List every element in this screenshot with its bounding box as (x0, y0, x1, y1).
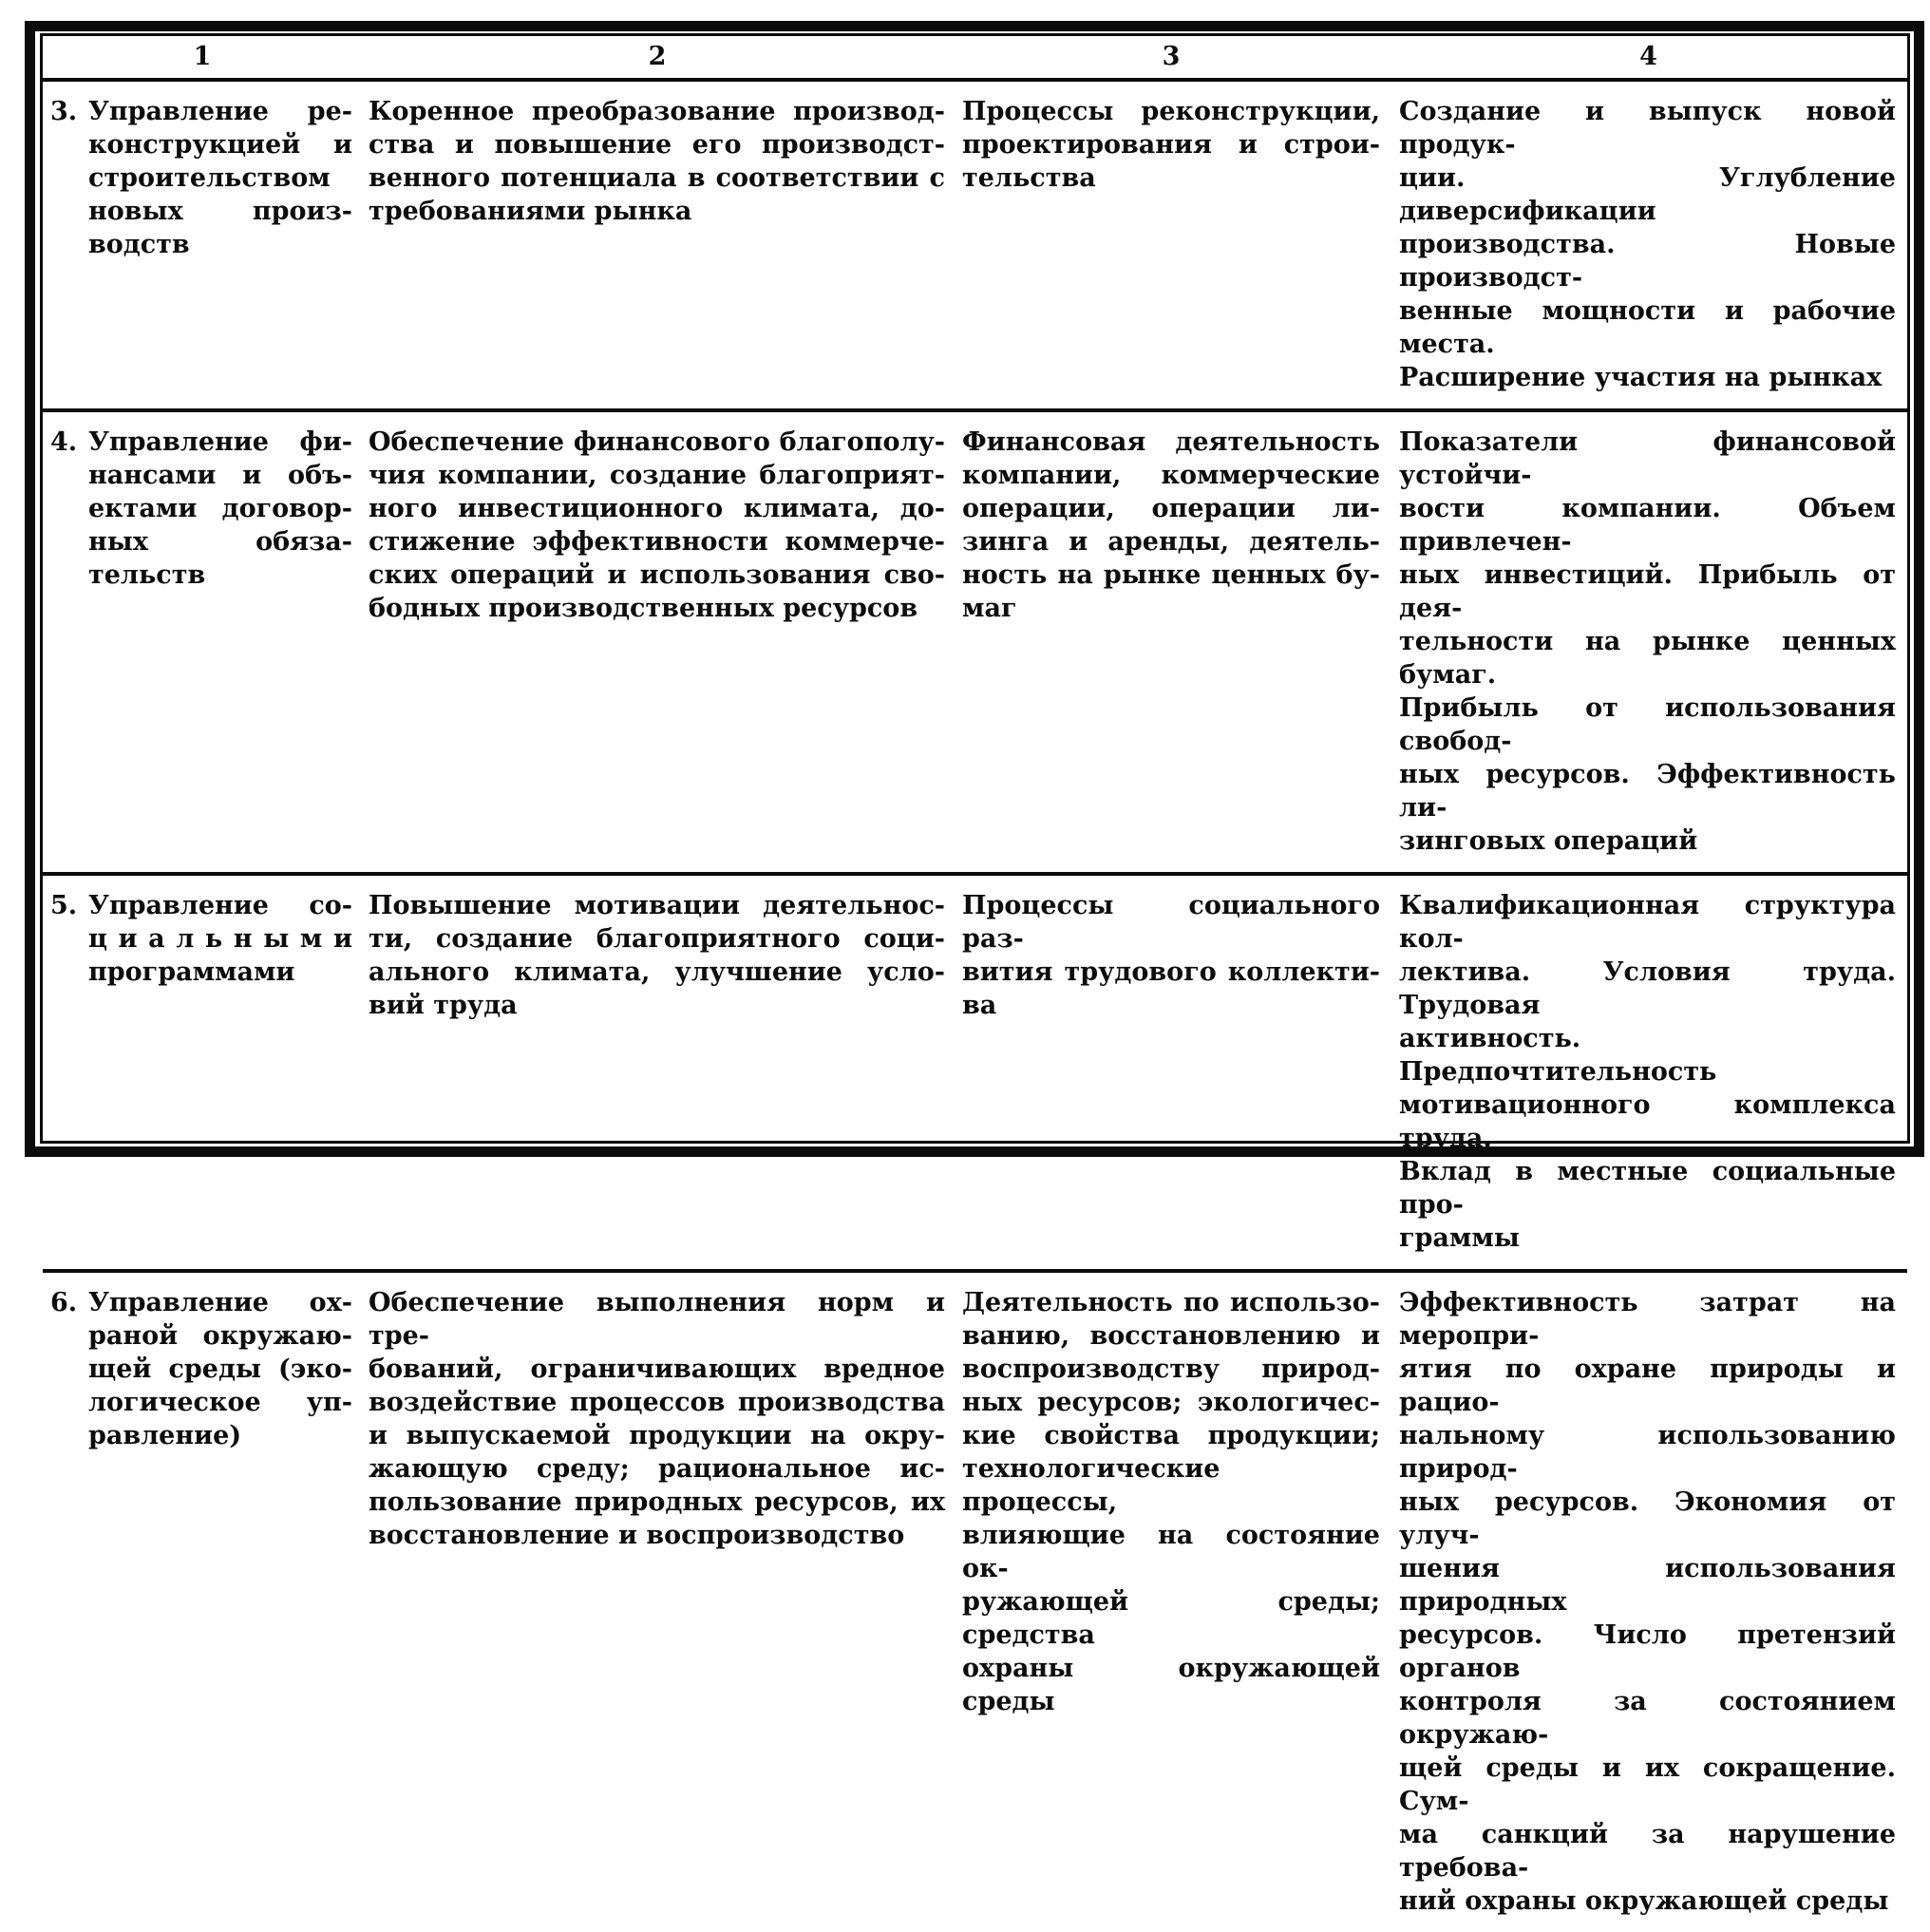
text-line: маг (962, 594, 1017, 623)
column-header-3: 3 (1162, 42, 1181, 71)
text-line: воздействие процессов производства (369, 1388, 945, 1417)
column-header-1: 1 (193, 42, 212, 71)
text-line: ства и повышение его производст- (369, 130, 945, 160)
cell-goal (362, 1273, 953, 1932)
text-line: ма санкций за нарушение требова- (1399, 1820, 1896, 1883)
text-line: охраны окружающей среды (962, 1654, 1380, 1716)
cell-indicators (1390, 1273, 1907, 1932)
text-line: ресурсов. Число претензий органов (1399, 1620, 1896, 1683)
text-line: программами (88, 957, 295, 987)
text-line: логическое уп- (88, 1388, 352, 1417)
cell-goal (362, 412, 953, 872)
column-number-header-row (43, 36, 1907, 82)
text-line: Управление со- (88, 891, 352, 920)
text-line: ных инвестиций. Прибыль от дея- (1399, 560, 1896, 623)
text-line: зинговых операций (1399, 826, 1698, 856)
cell-text (369, 1286, 945, 1552)
table-inner-frame (40, 33, 1910, 1916)
text-line: Коренное преобразование производ- (369, 97, 945, 126)
text-line: Деятельность по использо- (962, 1288, 1380, 1317)
cell-text (962, 1286, 1380, 1718)
row-number: 3. (50, 97, 78, 126)
column-header-4: 4 (1639, 42, 1657, 71)
text-line: водств (88, 230, 190, 259)
text-line: бований, ограничивающих вредное (369, 1354, 945, 1384)
cell-goal (362, 82, 953, 408)
text-line: равление) (88, 1421, 242, 1450)
text-line: ции. Углубление диверсификации (1399, 163, 1896, 226)
cell-text (1399, 95, 1896, 394)
text-line: вития трудового коллекти- (962, 957, 1380, 987)
text-line: тельств (88, 560, 206, 590)
text-line: зинга и аренды, деятель- (962, 527, 1380, 557)
text-line: ти, создание благоприятного соци- (369, 924, 945, 954)
text-line: ных ресурсов. Экономия от улуч- (1399, 1487, 1896, 1550)
text-line: Создание и выпуск новой продук- (1399, 97, 1896, 160)
cell-function (43, 876, 362, 1269)
text-line: Процессы реконструкции, (962, 97, 1380, 126)
cell-text (1399, 426, 1896, 858)
text-line: Эффективность затрат на меропри- (1399, 1288, 1896, 1351)
text-line: строительством (88, 163, 331, 193)
table-row (43, 1273, 1907, 1932)
cell-text (369, 426, 945, 625)
text-line: Вклад в местные социальные про- (1399, 1157, 1896, 1220)
text-line: ятия по охране природы и рацио- (1399, 1354, 1896, 1417)
text-line: компании, коммерческие (962, 461, 1380, 490)
text-line: жающую среду; рациональное ис- (369, 1454, 945, 1484)
text-line: венные мощности и рабочие места. (1399, 296, 1896, 359)
text-line: операции, операции ли- (962, 494, 1380, 523)
text-line: ных ресурсов. Эффективность ли- (1399, 760, 1896, 823)
text-line: ва (962, 991, 997, 1020)
table-outer-frame (25, 21, 1924, 1916)
text-line: Показатели финансовой устойчи- (1399, 427, 1896, 490)
text-line: Управление фи- (88, 427, 352, 457)
table-row (43, 412, 1907, 876)
text-line: ального климата, улучшение усло- (369, 957, 945, 987)
cell-text (1399, 889, 1896, 1255)
text-line: Процессы социального раз- (962, 891, 1380, 954)
text-line: венного потенциала в соответствии с (369, 163, 945, 193)
text-line: ружающей среды; средства (962, 1587, 1380, 1650)
text-line: нансами и объ- (88, 461, 352, 490)
text-line: проектирования и строи- (962, 130, 1380, 160)
text-line: ность на рынке ценных бу- (962, 560, 1380, 590)
text-line: воспроизводству природ- (962, 1354, 1380, 1384)
text-line: Финансовая деятельность (962, 427, 1380, 457)
text-line: ских операций и использования сво- (369, 560, 945, 590)
cell-indicators (1390, 82, 1907, 408)
text-line: Расширение участия на рынках (1399, 363, 1883, 392)
text-line: и выпускаемой продукции на окру- (369, 1421, 945, 1450)
cell-object (953, 1273, 1390, 1932)
text-line: конструкцией и (88, 130, 352, 160)
text-line: тельности на рынке ценных бумаг. (1399, 627, 1896, 690)
text-line: лектива. Условия труда. Трудовая (1399, 957, 1896, 1020)
cell-function (43, 412, 362, 872)
row-number: 4. (50, 427, 78, 457)
text-line: граммы (1399, 1223, 1520, 1253)
text-line: шения использования природных (1399, 1554, 1896, 1617)
text-line: Управление ох- (88, 1288, 352, 1317)
text-line: влияющие на состояние ок- (962, 1521, 1380, 1583)
cell-function (43, 82, 362, 408)
column-header-2: 2 (648, 42, 667, 71)
text-line: ных ресурсов; экологичес- (962, 1388, 1380, 1417)
table-row (43, 876, 1907, 1273)
cell-text (962, 426, 1380, 625)
text-line: ванию, восстановлению и (962, 1321, 1380, 1351)
text-line: Прибыль от использования свобод- (1399, 693, 1896, 756)
cell-text (88, 95, 352, 394)
cell-object (953, 876, 1390, 1269)
text-line: требованиями рынка (369, 197, 692, 226)
text-line: восстановление и воспроизводство (369, 1521, 905, 1550)
text-line: пользование природных ресурсов, их (369, 1487, 945, 1517)
cell-object (953, 82, 1390, 408)
text-line: чия компании, создание благоприят- (369, 461, 945, 490)
row-number: 5. (50, 891, 78, 920)
cell-indicators (1390, 876, 1907, 1269)
text-line: новых произ- (88, 197, 352, 226)
cell-object (953, 412, 1390, 872)
cell-text (88, 426, 352, 858)
text-line: щей среды и их сокращение. Сум- (1399, 1753, 1896, 1816)
text-line: ных обяза- (88, 527, 352, 557)
text-line: активность. Предпочтительность (1399, 1024, 1717, 1087)
text-line: кие свойства продукции; (962, 1421, 1380, 1450)
text-line: ектами договор- (88, 494, 352, 523)
text-line: мотивационного комплекса труда. (1399, 1090, 1896, 1153)
text-line: тельства (962, 163, 1096, 193)
cell-text (369, 889, 945, 1022)
text-line: Повышение мотивации деятельнос- (369, 891, 945, 920)
cell-goal (362, 876, 953, 1269)
text-line: вий труда (369, 991, 518, 1020)
text-line: нальному использованию природ- (1399, 1421, 1896, 1484)
text-line: ного инвестиционного климата, до- (369, 494, 945, 523)
text-line: ний охраны окружающей среды (1399, 1886, 1889, 1916)
text-line: раной окружаю- (88, 1321, 352, 1351)
text-line: технологические процессы, (962, 1454, 1220, 1517)
text-line: вости компании. Объем привлечен- (1399, 494, 1896, 557)
cell-text (88, 889, 352, 1255)
text-line: Квалификационная структура кол- (1399, 891, 1896, 954)
text-line: ц и а л ь н ы м и (88, 924, 352, 954)
text-line: бодных производственных ресурсов (369, 594, 918, 623)
cell-text (88, 1286, 352, 1918)
cell-text (962, 889, 1380, 1022)
text-line: щей среды (эко- (88, 1354, 352, 1384)
text-line: Обеспечение финансового благополу- (369, 427, 945, 457)
text-line: контроля за состоянием окружаю- (1399, 1687, 1896, 1750)
row-number: 6. (50, 1288, 78, 1317)
table-row (43, 82, 1907, 412)
text-line: стижение эффективности коммерче- (369, 527, 945, 557)
cell-text (1399, 1286, 1896, 1918)
cell-function (43, 1273, 362, 1932)
cell-text (962, 95, 1380, 195)
cell-indicators (1390, 412, 1907, 872)
cell-text (369, 95, 945, 228)
text-line: Обеспечение выполнения норм и тре- (369, 1288, 945, 1351)
text-line: производства. Новые производст- (1399, 230, 1896, 293)
text-line: Управление ре- (88, 97, 352, 126)
